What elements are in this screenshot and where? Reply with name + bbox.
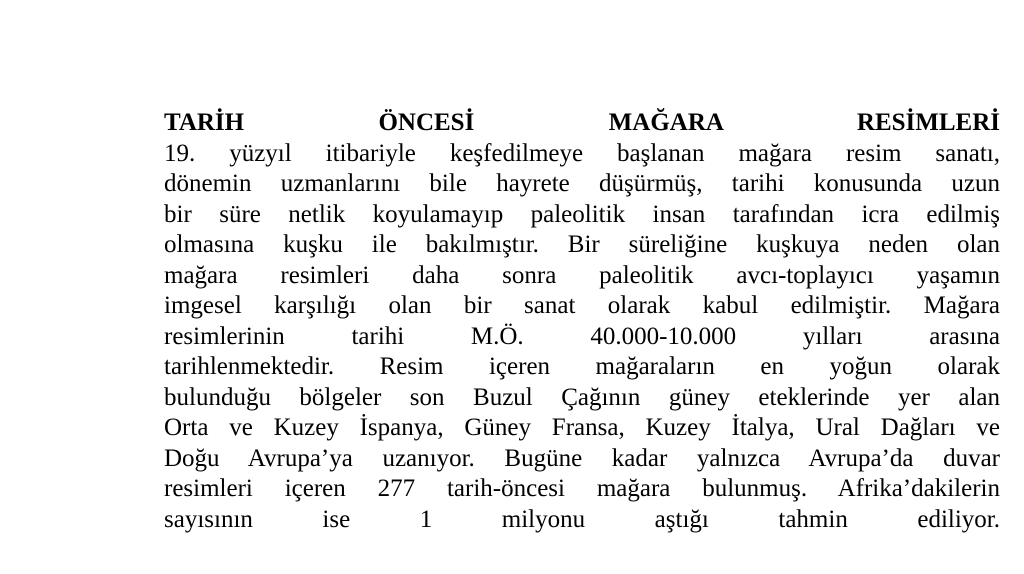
paragraph-line: Orta ve Kuzey İspanya, Güney Fransa, Kuzey İtalya, Ural Dağları ve bbox=[164, 414, 1000, 441]
paragraph-line: 19. yüzyıl itibariyle keşfedilmeye başlanan mağara resim sanatı, bbox=[164, 139, 1000, 167]
paragraph-line: resimlerinin tarihi M.Ö. 40.000-10.000 yılları arasına bbox=[164, 322, 1000, 350]
paragraph-line: imgesel karşılığı olan bir sanat olarak kabul edilmiştir. Mağara bbox=[164, 292, 1000, 319]
paragraph-line: Doğu Avrupa’ya uzanıyor. Bugüne kadar yalnızca Avrupa’da duvar bbox=[164, 444, 1000, 472]
text-block bbox=[164, 108, 1000, 535]
paragraph-line: dönemin uzmanlarını bile hayrete düşürmüş, tarihi konusunda uzun bbox=[164, 170, 1000, 197]
paragraph-line: sayısının ise 1 milyonu aştığı tahmin ediliyor. bbox=[164, 505, 1000, 533]
paragraph-line: olmasına kuşku ile bakılmıştır. Bir süreliğine kuşkuya neden olan bbox=[164, 231, 1000, 258]
paragraph-line: mağara resimleri daha sonra paleolitik avcı-toplayıcı yaşamın bbox=[164, 261, 1000, 289]
paragraph-line: bir süre netlik koyulamayıp paleolitik insan tarafından icra edilmiş bbox=[164, 200, 1000, 228]
paragraph-line: tarihlenmektedir. Resim içeren mağaraların en yoğun olarak bbox=[164, 353, 1000, 380]
paragraph-line: bulunduğu bölgeler son Buzul Çağının güney eteklerinde yer alan bbox=[164, 383, 1000, 411]
paragraph-line: resimleri içeren 277 tarih-öncesi mağara bulunmuş. Afrika’dakilerin bbox=[164, 475, 1000, 502]
document-title: TARİH ÖNCESİ MAĞARA RESİMLERİ bbox=[164, 109, 1000, 136]
